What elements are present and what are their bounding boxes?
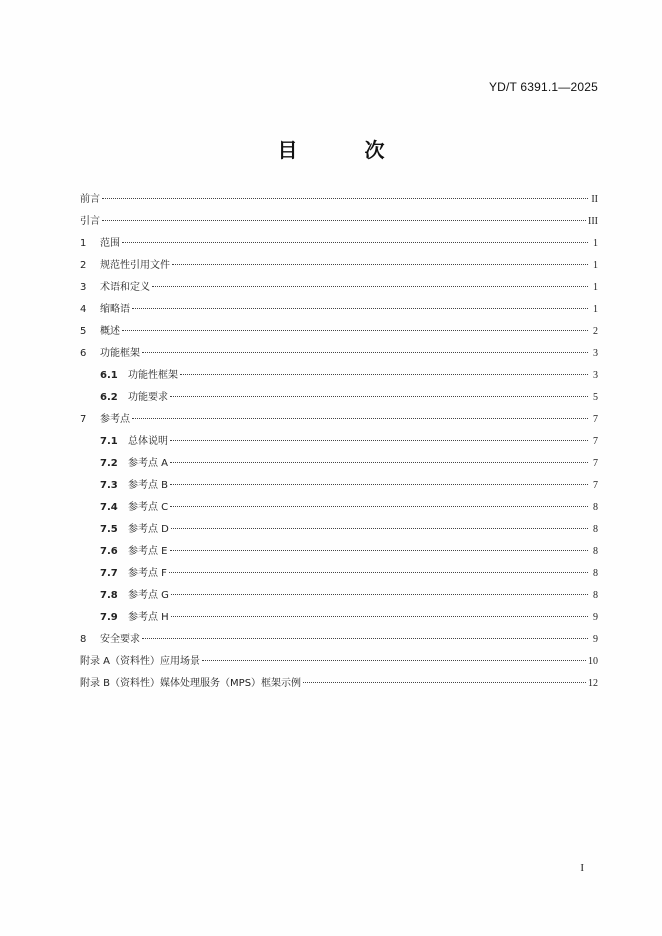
toc-entry-title: 参考点 C xyxy=(128,502,169,513)
toc-entry[interactable] xyxy=(80,541,598,563)
toc-entry-number: 2 xyxy=(80,260,87,271)
toc-entry-number: 7.9 xyxy=(100,612,118,623)
toc-entry-title: 规范性引用文件 xyxy=(100,260,170,271)
toc-entry-page: 2 xyxy=(593,326,598,337)
toc-dot-leader xyxy=(132,418,588,419)
toc-entry[interactable] xyxy=(80,519,598,541)
toc-entry-page: 7 xyxy=(593,458,598,469)
toc-entry-number: 1 xyxy=(80,238,87,249)
toc-dot-leader xyxy=(171,528,588,529)
toc-dot-leader xyxy=(122,330,588,331)
toc-entry-number: 3 xyxy=(80,282,87,293)
toc-entry-page: 3 xyxy=(593,348,598,359)
toc-entry-page: 9 xyxy=(593,612,598,623)
toc-entry-page: 8 xyxy=(593,502,598,513)
toc-entry-title: 参考点 G xyxy=(128,590,169,601)
toc-entry-title: 参考点 H xyxy=(128,612,169,623)
toc-entry-title: 概述 xyxy=(100,326,120,337)
toc-entry-number: 7.1 xyxy=(100,436,118,447)
toc-entry-page: 1 xyxy=(593,238,598,249)
toc-entry[interactable] xyxy=(80,387,598,409)
toc-title: 目 次 xyxy=(277,138,415,162)
toc-entry-page: II xyxy=(591,194,598,205)
toc-entry-title: 总体说明 xyxy=(128,436,168,447)
toc-entry-number: 6.2 xyxy=(100,392,118,403)
table-of-contents xyxy=(80,189,598,695)
toc-dot-leader xyxy=(180,374,588,375)
toc-entry-title: 附录 B（资料性）媒体处理服务（MPS）框架示例 xyxy=(80,678,302,689)
toc-entry-page: 1 xyxy=(593,304,598,315)
toc-entry-page: 7 xyxy=(593,480,598,491)
toc-entry[interactable] xyxy=(80,211,598,233)
toc-entry-page: 9 xyxy=(593,634,598,645)
toc-entry-title: 参考点 E xyxy=(128,546,168,557)
toc-entry-title: 前言 xyxy=(80,194,100,205)
toc-dot-leader xyxy=(303,682,586,683)
toc-entry-title: 参考点 B xyxy=(128,480,169,491)
toc-dot-leader xyxy=(171,616,588,617)
toc-entry-page: 7 xyxy=(593,414,598,425)
toc-entry-title: 参考点 D xyxy=(128,524,169,535)
toc-entry-page: 1 xyxy=(593,282,598,293)
toc-entry[interactable] xyxy=(80,409,598,431)
toc-entry[interactable] xyxy=(80,343,598,365)
toc-entry-title: 功能要求 xyxy=(128,392,168,403)
toc-entry-title: 附录 A（资料性）应用场景 xyxy=(80,656,201,667)
toc-entry[interactable] xyxy=(80,255,598,277)
toc-dot-leader xyxy=(170,506,588,507)
toc-entry[interactable] xyxy=(80,497,598,519)
toc-entry[interactable] xyxy=(80,321,598,343)
toc-entry-number: 8 xyxy=(80,634,87,645)
toc-entry[interactable] xyxy=(80,563,598,585)
toc-entry-page: 7 xyxy=(593,436,598,447)
toc-entry-number: 7.3 xyxy=(100,480,118,491)
toc-entry-title: 安全要求 xyxy=(100,634,140,645)
toc-entry-title: 引言 xyxy=(80,216,100,227)
toc-entry-title: 参考点 F xyxy=(128,568,167,579)
toc-entry-number: 6.1 xyxy=(100,370,118,381)
toc-dot-leader xyxy=(142,352,588,353)
toc-entry[interactable] xyxy=(80,299,598,321)
toc-dot-leader xyxy=(102,220,586,221)
toc-entry-page: 10 xyxy=(588,656,598,667)
toc-entry[interactable] xyxy=(80,189,598,211)
toc-dot-leader xyxy=(171,594,588,595)
toc-entry[interactable] xyxy=(80,277,598,299)
toc-entry-page: 1 xyxy=(593,260,598,271)
toc-dot-leader xyxy=(169,572,588,573)
toc-dot-leader xyxy=(132,308,588,309)
toc-entry[interactable] xyxy=(80,629,598,651)
toc-entry-number: 7.8 xyxy=(100,590,118,601)
toc-entry[interactable] xyxy=(80,233,598,255)
toc-entry[interactable] xyxy=(80,365,598,387)
toc-entry-page: 8 xyxy=(593,546,598,557)
toc-dot-leader xyxy=(172,264,588,265)
toc-entry-number: 7.2 xyxy=(100,458,118,469)
toc-dot-leader xyxy=(170,462,588,463)
toc-dot-leader xyxy=(170,396,588,397)
toc-entry[interactable] xyxy=(80,475,598,497)
toc-entry[interactable] xyxy=(80,431,598,453)
toc-entry[interactable] xyxy=(80,453,598,475)
toc-entry-number: 7.5 xyxy=(100,524,118,535)
toc-entry-page: 12 xyxy=(588,678,598,689)
toc-entry-title: 功能框架 xyxy=(100,348,140,359)
toc-entry-page: 5 xyxy=(593,392,598,403)
toc-dot-leader xyxy=(122,242,588,243)
toc-entry-number: 7.6 xyxy=(100,546,118,557)
toc-dot-leader xyxy=(170,550,589,551)
toc-entry-page: 8 xyxy=(593,590,598,601)
toc-entry[interactable] xyxy=(80,651,598,673)
toc-entry-title: 缩略语 xyxy=(100,304,130,315)
toc-entry[interactable] xyxy=(80,673,598,695)
toc-entry-number: 4 xyxy=(80,304,87,315)
toc-entry[interactable] xyxy=(80,607,598,629)
toc-entry-number: 7.7 xyxy=(100,568,118,579)
toc-entry-title: 术语和定义 xyxy=(100,282,150,293)
toc-entry-title: 范围 xyxy=(100,238,120,249)
toc-dot-leader xyxy=(102,198,588,199)
toc-entry-page: 3 xyxy=(593,370,598,381)
toc-entry-number: 5 xyxy=(80,326,87,337)
toc-entry-title: 参考点 xyxy=(100,414,130,425)
toc-entry-page: 8 xyxy=(593,524,598,535)
standard-code: YD/T 6391.1—2025 xyxy=(488,80,598,94)
toc-entry-page: III xyxy=(588,216,598,227)
toc-entry-number: 6 xyxy=(80,348,87,359)
toc-entry-title: 参考点 A xyxy=(128,458,169,469)
toc-entry-title: 功能性框架 xyxy=(128,370,178,381)
toc-entry-page: 8 xyxy=(593,568,598,579)
toc-dot-leader xyxy=(152,286,588,287)
toc-entry-number: 7.4 xyxy=(100,502,118,513)
page-number: I xyxy=(580,862,584,874)
toc-entry[interactable] xyxy=(80,585,598,607)
toc-dot-leader xyxy=(142,638,588,639)
toc-dot-leader xyxy=(202,660,586,661)
toc-dot-leader xyxy=(170,484,588,485)
toc-dot-leader xyxy=(170,440,588,441)
toc-entry-number: 7 xyxy=(80,414,87,425)
